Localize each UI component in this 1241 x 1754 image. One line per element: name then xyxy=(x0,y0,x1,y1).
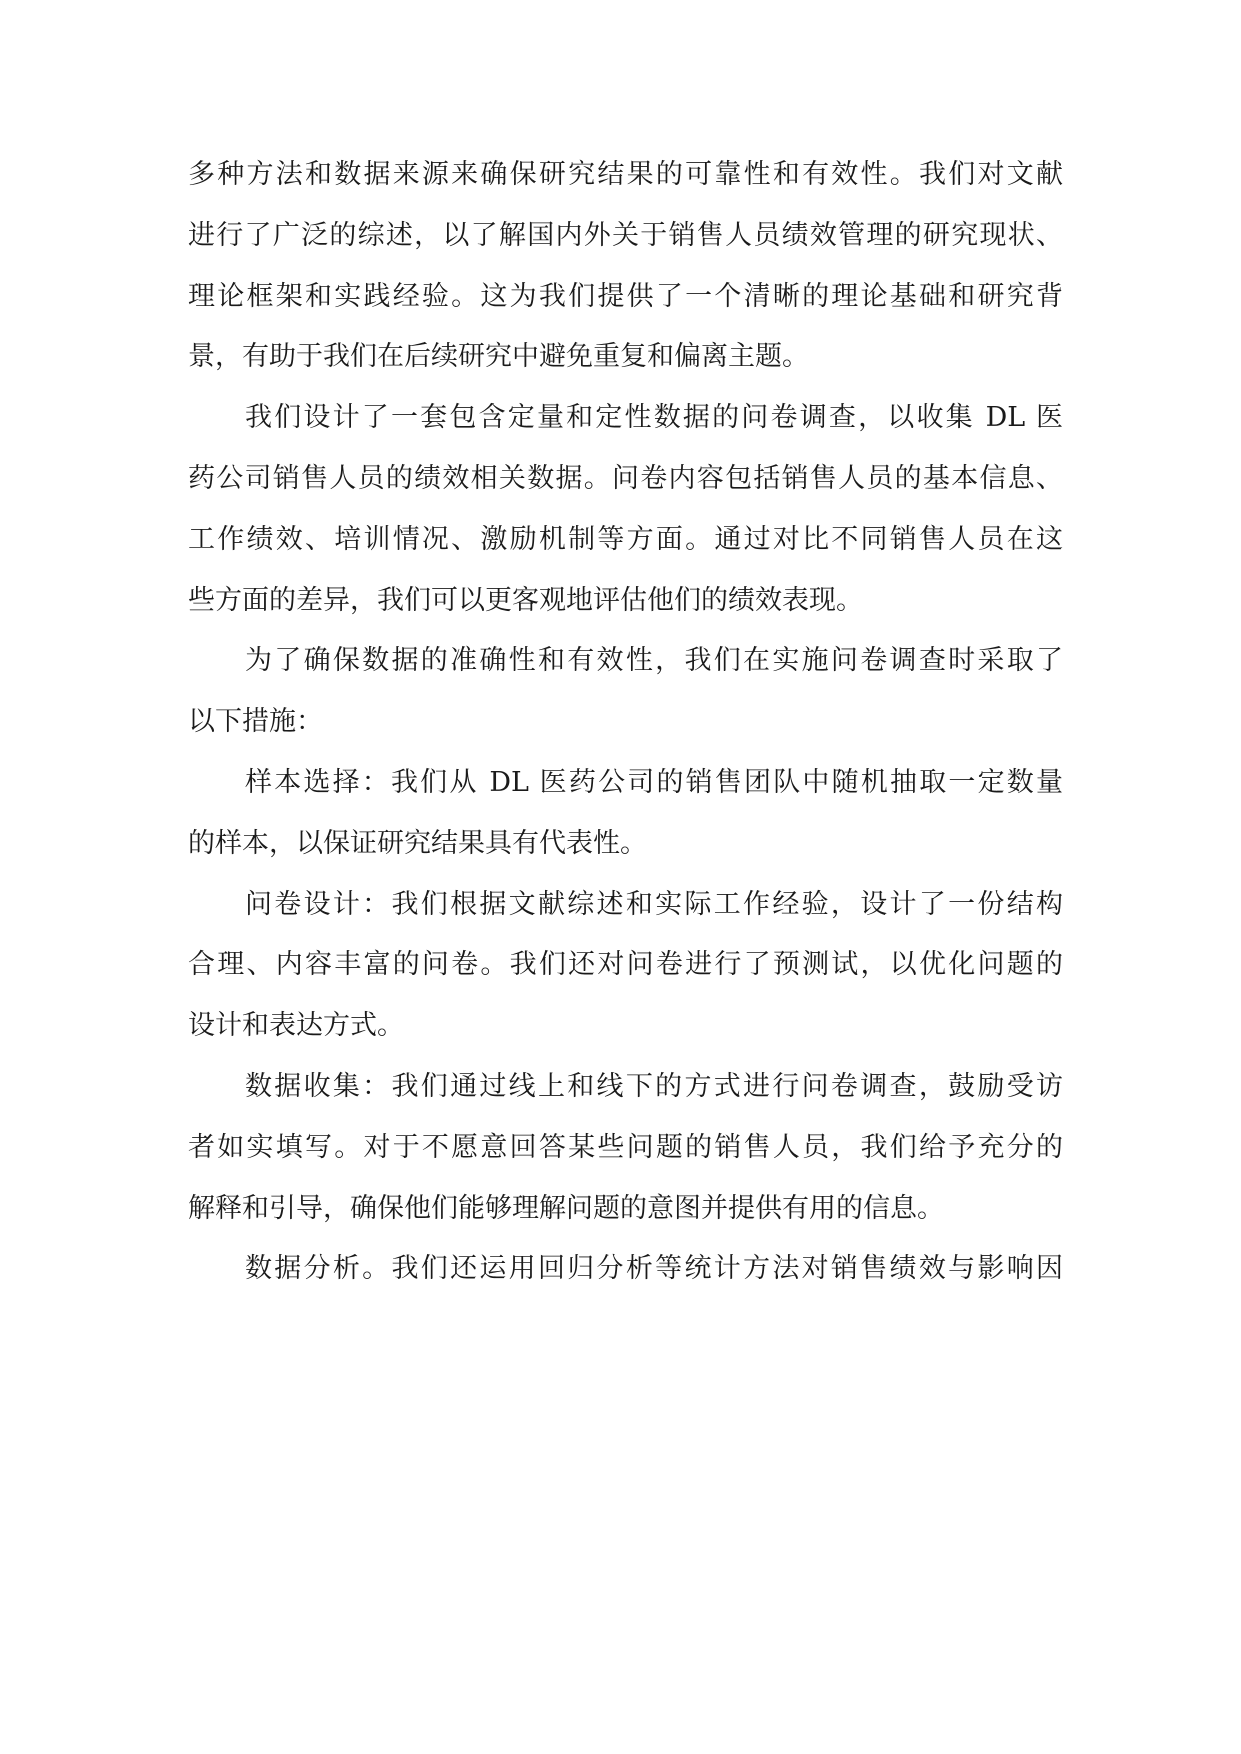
text-line: 为了确保数据的准确性和有效性，我们在实施问卷调查时采取了 xyxy=(245,645,1063,677)
text-line: 药公司销售人员的绩效相关数据。问卷内容包括销售人员的基本信息、 xyxy=(188,462,1063,494)
text-line: 样本选择：我们从 DL 医药公司的销售团队中随机抽取一定数量 xyxy=(245,766,1063,798)
text-line: 者如实填写。对于不愿意回答某些问题的销售人员，我们给予充分的 xyxy=(188,1131,1063,1163)
text-line: 景，有助于我们在后续研究中避免重复和偏离主题。 xyxy=(188,341,809,373)
text-line: 工作绩效、培训情况、激励机制等方面。通过对比不同销售人员在这 xyxy=(188,523,1063,555)
text-line: 理论框架和实践经验。这为我们提供了一个清晰的理论基础和研究背 xyxy=(188,280,1063,312)
text-line: 解释和引导，确保他们能够理解问题的意图并提供有用的信息。 xyxy=(188,1192,944,1224)
text-line: 我们设计了一套包含定量和定性数据的问卷调查，以收集 DL 医 xyxy=(245,402,1063,434)
text-line: 些方面的差异，我们可以更客观地评估他们的绩效表现。 xyxy=(188,584,863,616)
text-line: 以下措施： xyxy=(188,706,323,738)
text-line: 多种方法和数据来源来确保研究结果的可靠性和有效性。我们对文献 xyxy=(188,159,1063,190)
body-text xyxy=(188,145,1063,1300)
text-line: 合理、内容丰富的问卷。我们还对问卷进行了预测试，以优化问题的 xyxy=(188,949,1063,981)
text-line: 数据收集：我们通过线上和线下的方式进行问卷调查，鼓励受访 xyxy=(245,1070,1063,1102)
text-line: 的样本，以保证研究结果具有代表性。 xyxy=(188,827,647,859)
text-line: 设计和表达方式。 xyxy=(188,1010,404,1042)
text-line: 数据分析。我们还运用回归分析等统计方法对销售绩效与影响因 xyxy=(245,1253,1063,1285)
text-line: 问卷设计：我们根据文献综述和实际工作经验，设计了一份结构 xyxy=(245,888,1063,920)
text-line: 进行了广泛的综述，以了解国内外关于销售人员绩效管理的研究现状、 xyxy=(188,219,1063,251)
